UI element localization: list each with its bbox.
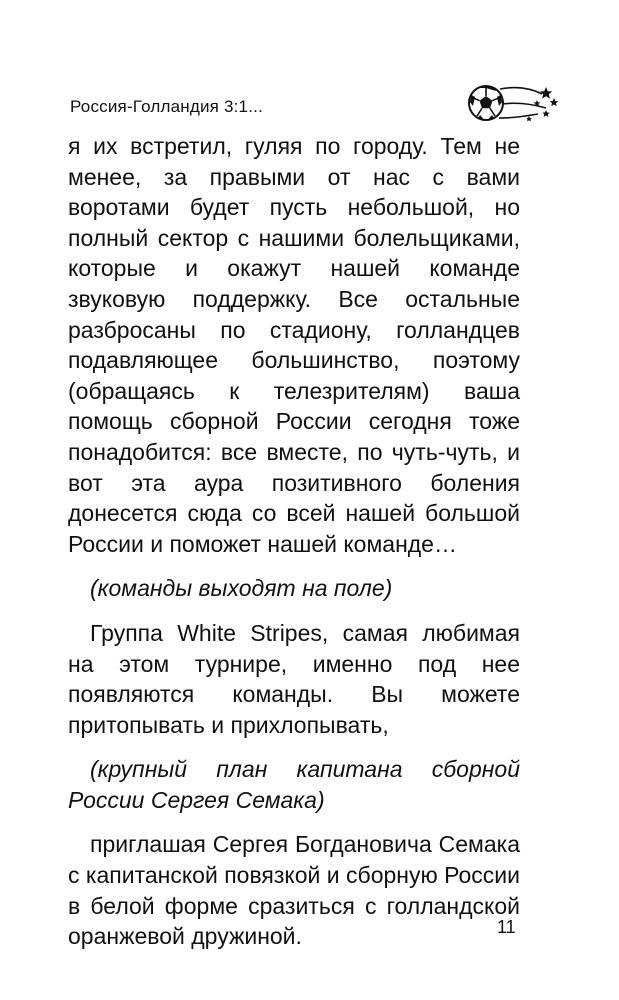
paragraph-white-stripes: Группа White Stripes, самая любимая на этом турнире, именно под нее появляются команды. Вы можете притопывать и прихлопывать, — [68, 619, 520, 738]
page-number: 11 — [497, 917, 516, 937]
stage-direction-captain-closeup: (крупный план капитана сборной России Сергея Семака) — [68, 756, 520, 813]
stage-direction-teams-enter: (команды выходят на поле) — [90, 575, 393, 602]
paragraph-invitation: приглашая Сергея Богдановича Семака с капитанской повязкой и сборную России в белой форме сразиться с голландской оранжевой дружиной. — [68, 831, 520, 950]
body-text — [68, 131, 520, 952]
soccer-ball-stars-icon — [466, 80, 562, 126]
paragraph-continuation: я их встретил, гуляя по городу. Тем не менее, за правыми от нас с вами воротами будет пусть небольшой, но полный сектор с нашими болельщиками, которые и окажут нашей команде звуковую поддержку. Все остальные разбросаны по стадиону, голландцев подавляющее большинство, поэтому (обращаясь к телезрителям) ваша помощь сборной России сегодня тоже понадобится: все вместе, по чуть-чуть, и вот эта аура позитивного боления донесется сюда со всей нашей большой России и поможет нашей команде… — [68, 133, 520, 557]
running-head-title: Россия-Голландия 3:1... — [70, 97, 263, 116]
